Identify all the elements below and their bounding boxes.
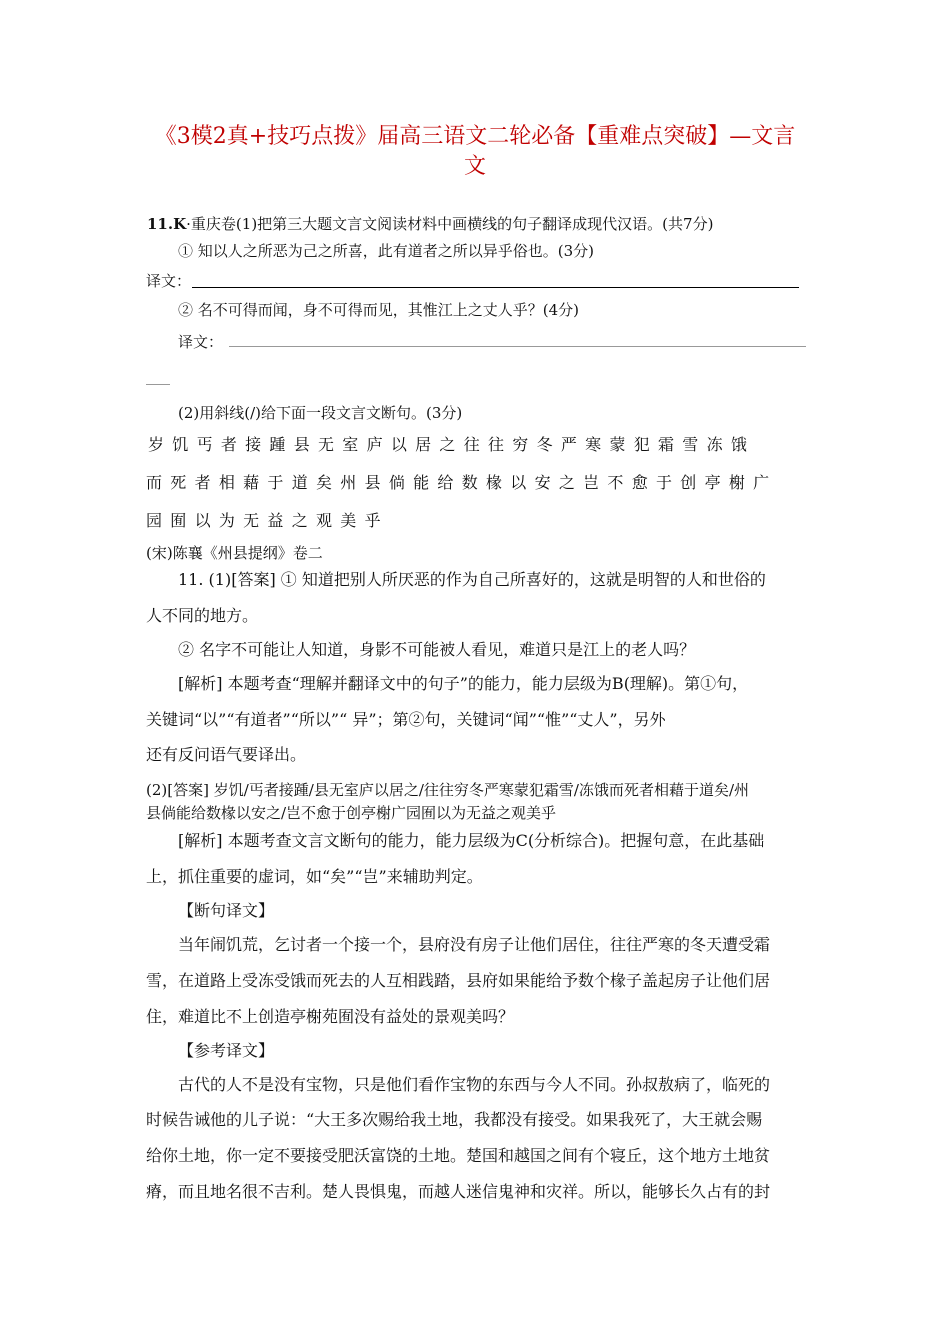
analysis-1-line-1: [解析] 本题考查“理解并翻译文中的句子”的能力，能力层级为B(理解)。第①句，: [178, 674, 749, 693]
translation-2-line-1: 古代的人不是没有宝物，只是他们看作宝物的东西与今人不同。孙叔敖病了，临死的: [178, 1075, 771, 1094]
translation-2-line-2: 时候告诫他的儿子说：“大王多次赐给我土地，我都没有接受。如果我死了，大王就会赐: [146, 1110, 763, 1129]
answer-1-line-2: 人不同的地方。: [146, 606, 259, 625]
analysis-1-line-3: 还有反问语气要译出。: [146, 745, 307, 764]
analysis-2-line-2: 上，抓住重要的虚词，如“矣”“岂”来辅助判定。: [146, 867, 483, 886]
translation-blank-2: [229, 346, 806, 347]
translation-label-1: 译文：: [146, 272, 192, 290]
answer-1-item-2: ② 名字不可能让人知道，身影不可能被人看见，难道只是江上的老人吗？: [178, 640, 696, 659]
question-header-text: ·重庆卷(1)把第三大题文言文阅读材料中画横线的句子翻译成现代汉语。(共7分): [186, 215, 714, 233]
document-title-line2: 文: [463, 154, 486, 179]
translation-1-line-3: 住，难道比不上创造亭榭苑囿没有益处的景观美吗？: [146, 1007, 515, 1026]
question-item-1: ① 知以人之所恶为己之所喜，此有道者之所以异乎俗也。(3分): [178, 242, 595, 260]
translation-1-line-1: 当年闹饥荒，乞讨者一个接一个，县府没有房子让他们居住，往往严寒的冬天遭受霜: [178, 935, 771, 954]
passage-line-2: 而 死 者 相 藉 于 道 矣 州 县 倘 能 给 数 椽 以 安 之 岂 不 愈 于 创 亭 榭 广: [146, 473, 771, 492]
passage-line-1: 岁 饥 丐 者 接 踵 县 无 室 庐 以 居 之 往 往 穷 冬 严 寒 蒙 犯 霜 雪 冻 饿: [148, 435, 749, 454]
question-item-2: ② 名不可得而闻，身不可得而见，其惟江上之丈人乎？(4分): [178, 301, 580, 319]
passage-line-3: 园 囿 以 为 无 益 之 观 美 乎: [146, 511, 383, 530]
section-heading-reference-translation: 【参考译文】: [178, 1041, 275, 1060]
translation-2-line-3: 给你土地，你一定不要接受肥沃富饶的土地。楚国和越国之间有个寝丘，这个地方土地贫: [146, 1146, 771, 1165]
question-number: 11.: [147, 215, 174, 233]
section-heading-punctuation-translation: 【断句译文】: [178, 901, 275, 920]
answer-2-line-1: (2)[答案] 岁饥/丐者接踵/县无室庐以居之/往往穷冬严寒蒙犯霜雪/冻饿而死者相藉于道矣/州: [146, 781, 749, 799]
document-title-line1: 《3模2真+技巧点拨》届高三语文二轮必备【重难点突破】—文言: [154, 124, 796, 149]
question-header: [147, 213, 713, 234]
passage-citation: (宋)陈襄《州县提纲》卷二: [146, 544, 323, 562]
translation-blank-2-continued: [146, 384, 170, 385]
part2-prompt: (2)用斜线(/)给下面一段文言文断句。(3分): [178, 404, 463, 422]
analysis-2-line-1: [解析] 本题考查文言文断句的能力，能力层级为C(分析综合)。把握句意，在此基础: [178, 831, 765, 850]
translation-label-2: 译文：: [178, 333, 224, 351]
question-source: K: [173, 215, 187, 233]
translation-1-line-2: 雪，在道路上受冻受饿而死去的人互相践踏，县府如果能给予数个椽子盖起房子让他们居: [146, 971, 771, 990]
translation-2-line-4: 瘠，而且地名很不吉利。楚人畏惧鬼，而越人迷信鬼神和灾祥。所以，能够长久占有的封: [146, 1182, 771, 1201]
answer-2-line-2: 县倘能给数椽以安之/岂不愈于创亭榭广园囿以为无益之观美乎: [146, 804, 557, 822]
translation-blank-1: [192, 287, 799, 288]
answer-1-line-1: 11. (1)[答案] ① 知道把别人所厌恶的作为自己所喜好的，这就是明智的人和世俗的: [178, 570, 766, 589]
analysis-1-line-2: 关键词“以”“有道者”“所以”“ 异”；第②句，关键词“闻”“惟”“丈人”，另外: [146, 710, 666, 729]
